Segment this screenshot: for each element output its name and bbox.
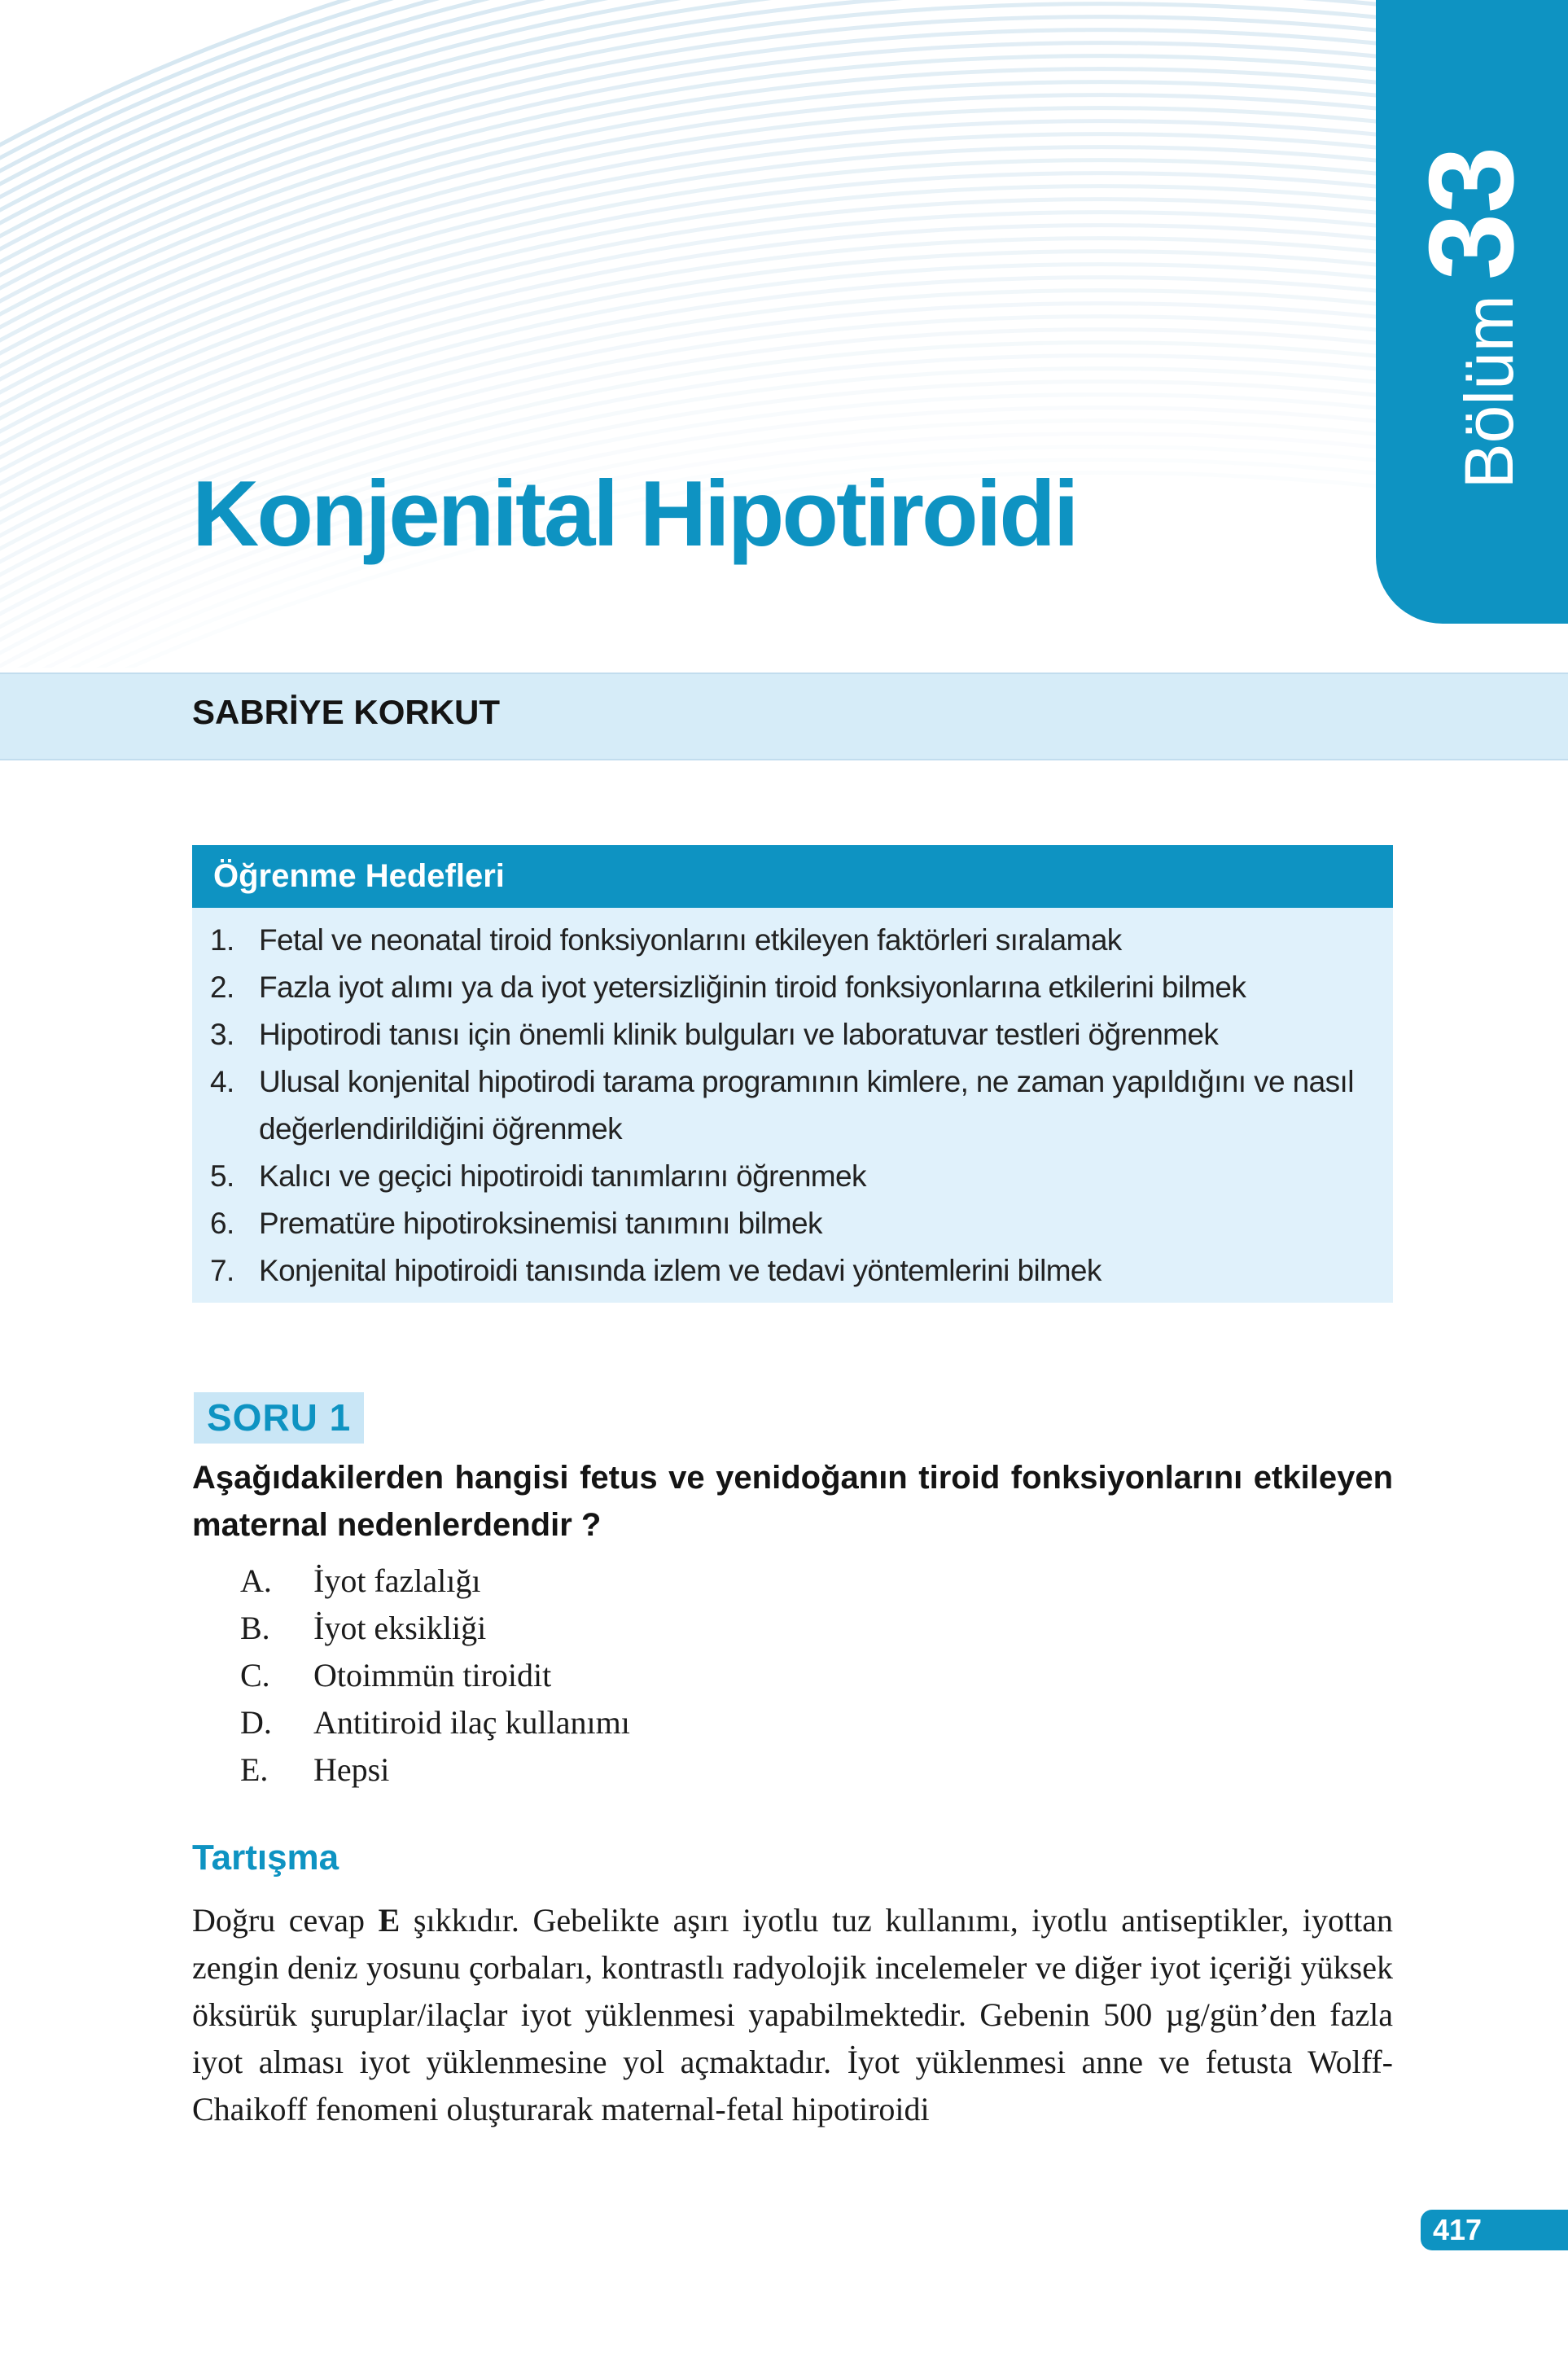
chapter-title: Konjenital Hipotiroidi [192, 462, 1077, 566]
answer-options [240, 1558, 630, 1794]
answer-option [240, 1605, 630, 1652]
option-text: Antitiroid ilaç kullanımı [313, 1704, 630, 1741]
answer-option [240, 1558, 630, 1605]
option-letter: C. [240, 1657, 270, 1693]
objective-text: Kalıcı ve geçici hipotiroidi tanımlarını öğrenmek [259, 1159, 866, 1193]
answer-option [240, 1746, 630, 1794]
objective-number: 5. [210, 1159, 234, 1193]
objective-item [210, 964, 1374, 1011]
author-name: SABRİYE KORKUT [192, 693, 501, 731]
option-text: İyot fazlalığı [313, 1562, 481, 1599]
objectives-title: Öğrenme Hedefleri [213, 858, 505, 894]
objective-text: Konjenital hipotiroidi tanısında izlem ve tedavi yöntemlerini bilmek [259, 1254, 1102, 1287]
discussion-answer: E [378, 1902, 401, 1939]
option-text: Otoimmün tiroidit [313, 1657, 552, 1693]
option-letter: B. [240, 1610, 270, 1646]
option-text: Hepsi [313, 1751, 390, 1788]
objective-item [210, 1247, 1374, 1295]
chapter-label [1404, 146, 1539, 489]
objective-item [210, 1011, 1374, 1058]
objective-item [210, 1058, 1374, 1153]
option-letter: E. [240, 1751, 269, 1788]
objective-number: 6. [210, 1207, 234, 1240]
objective-number: 1. [210, 923, 234, 957]
objective-number: 7. [210, 1254, 234, 1287]
objective-text: Ulusal konjenital hipotirodi tarama programının kimlere, ne zaman yapıldığını ve nasıl değerlendirildiğini öğrenmek [259, 1065, 1354, 1146]
question-label: SORU 1 [194, 1392, 364, 1444]
objective-item [210, 917, 1374, 964]
objective-text: Prematüre hipotiroksinemisi tanımını bilmek [259, 1207, 822, 1240]
option-letter: D. [240, 1704, 272, 1741]
objective-number: 3. [210, 1018, 234, 1051]
objective-item [210, 1200, 1374, 1247]
option-letter: A. [240, 1562, 272, 1599]
objective-number: 2. [210, 970, 234, 1004]
question-text: Aşağıdakilerden hangisi fetus ve yenidoğanın tiroid fonksiyonlarını etkileyen maternal nedenlerdendir ? [192, 1460, 1393, 1543]
discussion-text [192, 1897, 1393, 2133]
discussion-lead: Doğru cevap [192, 1902, 379, 1939]
chapter-word: Bölüm [1451, 295, 1527, 489]
discussion-body: şıkkıdır. Gebelikte aşırı iyotlu tuz kullanımı, iyotlu antiseptikler, iyottan zengin deniz yosunu çorbaları, kontrastlı radyolojik incelemeler ve diğer iyot içeriği yüksek öksürük şuruplar/ilaçlar iyot yüklenmesi yapabilmektedir. Gebenin 500 µg/gün’den fazla iyot alması iyot yüklenmesine yol açmaktadır. İyot yüklenmesi anne ve fetusta Wolff-Chaikoff fenomeni oluşturarak maternal-fetal hipotiroidi [192, 1902, 1394, 2127]
answer-option [240, 1652, 630, 1699]
answer-option [240, 1699, 630, 1746]
objectives-list [210, 917, 1374, 1295]
objective-item [210, 1153, 1374, 1200]
discussion-title: Tartışma [192, 1838, 339, 1877]
objective-number: 4. [210, 1065, 234, 1098]
objective-text: Fazla iyot alımı ya da iyot yetersizliğinin tiroid fonksiyonlarına etkilerini bilmek [259, 970, 1246, 1004]
objective-text: Fetal ve neonatal tiroid fonksiyonlarını etkileyen faktörleri sıralamak [259, 923, 1122, 957]
decorative-wave-lines [0, 0, 1384, 668]
option-text: İyot eksikliği [313, 1610, 487, 1646]
objective-text: Hipotirodi tanısı için önemli klinik bulguları ve laboratuvar testleri öğrenmek [259, 1018, 1219, 1051]
chapter-number: 33 [1404, 146, 1539, 281]
page-number: 417 [1433, 2213, 1483, 2246]
